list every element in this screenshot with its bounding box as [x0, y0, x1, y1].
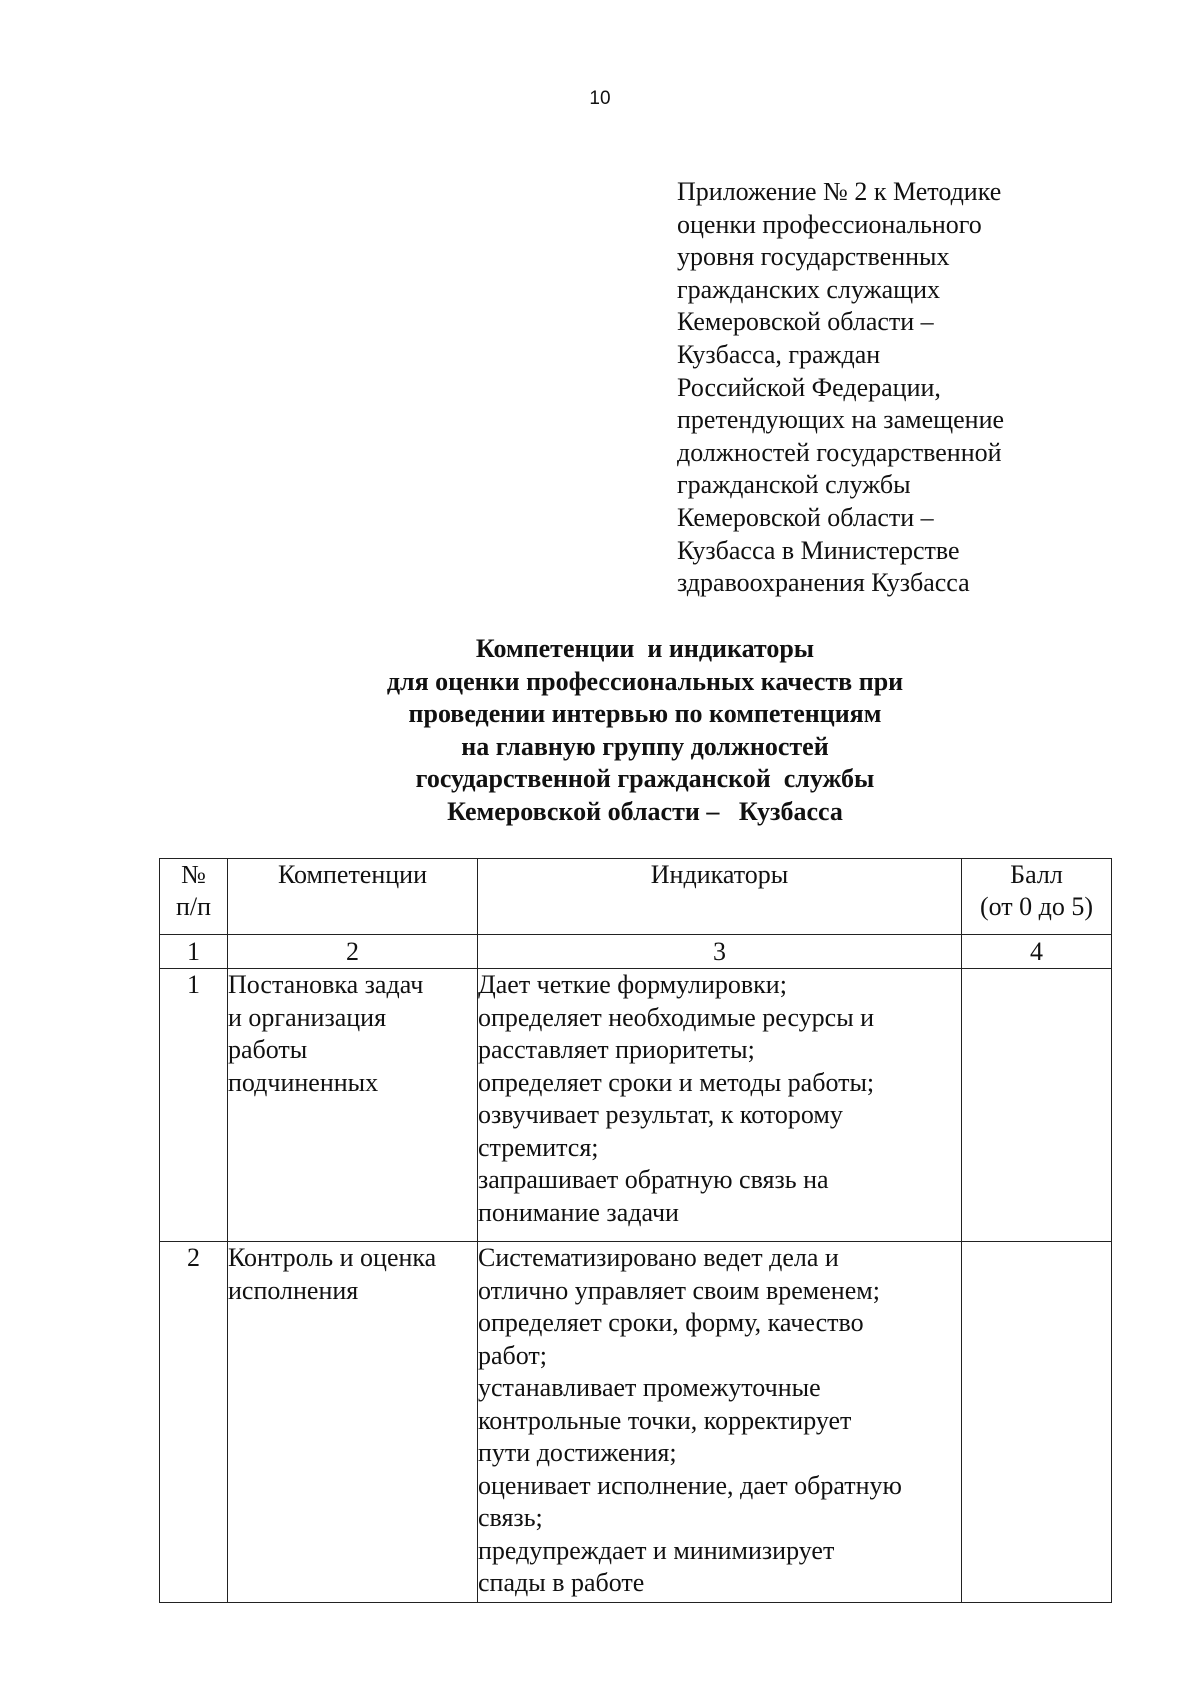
appendix-line: здравоохранения Кузбасса: [677, 568, 970, 598]
appendix-line: гражданской службы: [677, 470, 911, 500]
title-line: проведении интервью по компетенциям: [408, 699, 882, 728]
indicator-line: стремится;: [478, 1132, 599, 1162]
competency-line: работы: [228, 1035, 308, 1064]
header-competency: [228, 859, 478, 935]
appendix-line: должностей государственной: [677, 437, 1002, 467]
indicator-line: определяет сроки и методы работы;: [478, 1067, 875, 1097]
column-number-row: [160, 935, 1112, 969]
competency-line: Постановка задач: [228, 970, 424, 999]
competency-line: исполнения: [228, 1275, 359, 1305]
column-number: 1: [160, 935, 228, 969]
header-indicators-label: Индикаторы: [650, 860, 789, 889]
appendix-line: оценки профессионального: [677, 209, 982, 239]
appendix-line: уровня государственных: [677, 242, 950, 272]
header-score: [962, 859, 1112, 935]
appendix-note: [677, 176, 1107, 600]
header-competency-label: Компетенции: [277, 860, 428, 889]
column-number: 4: [962, 935, 1112, 969]
row-number: 1: [160, 969, 228, 1242]
indicator-line: контрольные точки, корректирует: [478, 1405, 852, 1435]
indicator-line: Систематизировано ведет дела и: [478, 1243, 839, 1272]
indicator-line: озвучивает результат, к которому: [478, 1100, 843, 1129]
row-score: [962, 1242, 1112, 1603]
competency-line: и организация: [228, 1002, 387, 1032]
column-number: 3: [478, 935, 962, 969]
title-line: Компетенции и индикаторы: [475, 634, 815, 663]
column-number: 2: [228, 935, 478, 969]
row-score: [962, 969, 1112, 1242]
indicator-line: пути достижения;: [478, 1438, 677, 1467]
competencies-table: [159, 858, 1112, 1603]
header-indicators: [478, 859, 962, 935]
title-line: государственной гражданской службы: [415, 764, 875, 793]
indicator-line: оценивает исполнение, дает обратную: [478, 1470, 902, 1500]
row-competency: [228, 1242, 478, 1603]
header-score-line: Балл: [1010, 860, 1063, 889]
header-num: [160, 859, 228, 935]
title-line: на главную группу должностей: [461, 731, 829, 761]
row-competency: [228, 969, 478, 1242]
competency-line: Контроль и оценка: [228, 1243, 437, 1272]
competency-line: подчиненных: [228, 1067, 379, 1097]
indicator-line: Дает четкие формулировки;: [478, 970, 787, 999]
header-num-line: п/п: [175, 892, 212, 921]
title-line: Кемеровской области – Кузбасса: [447, 796, 843, 826]
indicator-line: спады в работе: [478, 1568, 645, 1597]
table-row: [160, 1242, 1112, 1603]
document-title: [0, 633, 1200, 828]
appendix-line: Кемеровской области –: [677, 307, 934, 337]
header-score-line: (от 0 до 5): [979, 892, 1094, 921]
table-row: [160, 969, 1112, 1242]
indicator-line: запрашивает обратную связь на: [478, 1165, 829, 1194]
header-num-line: №: [181, 860, 206, 889]
indicator-line: предупреждает и минимизирует: [478, 1535, 835, 1565]
appendix-line: гражданских служащих: [677, 274, 941, 304]
indicator-line: расставляет приоритеты;: [478, 1035, 755, 1064]
appendix-line: Российской Федерации,: [677, 372, 941, 402]
indicator-line: определяет сроки, форму, качество: [478, 1308, 864, 1337]
indicator-line: отлично управляет своим временем;: [478, 1275, 880, 1305]
row-number: 2: [160, 1242, 228, 1603]
indicator-line: работ;: [478, 1340, 548, 1370]
indicator-line: устанавливает промежуточные: [478, 1373, 821, 1402]
row-indicators: [478, 969, 962, 1242]
appendix-line: претендующих на замещение: [677, 405, 1005, 435]
row-indicators: [478, 1242, 962, 1603]
appendix-line: Кемеровской области –: [677, 502, 934, 532]
appendix-line: Приложение № 2 к Методике: [677, 177, 1002, 206]
title-line: для оценки профессиональных качеств при: [386, 666, 904, 696]
indicator-line: понимание задачи: [478, 1197, 679, 1227]
indicator-line: определяет необходимые ресурсы и: [478, 1002, 875, 1032]
page-number: 10: [589, 88, 611, 109]
indicator-line: связь;: [478, 1503, 543, 1532]
appendix-line: Кузбасса в Министерстве: [677, 535, 960, 565]
table-header-row: [160, 859, 1112, 935]
appendix-line: Кузбасса, граждан: [677, 339, 881, 369]
